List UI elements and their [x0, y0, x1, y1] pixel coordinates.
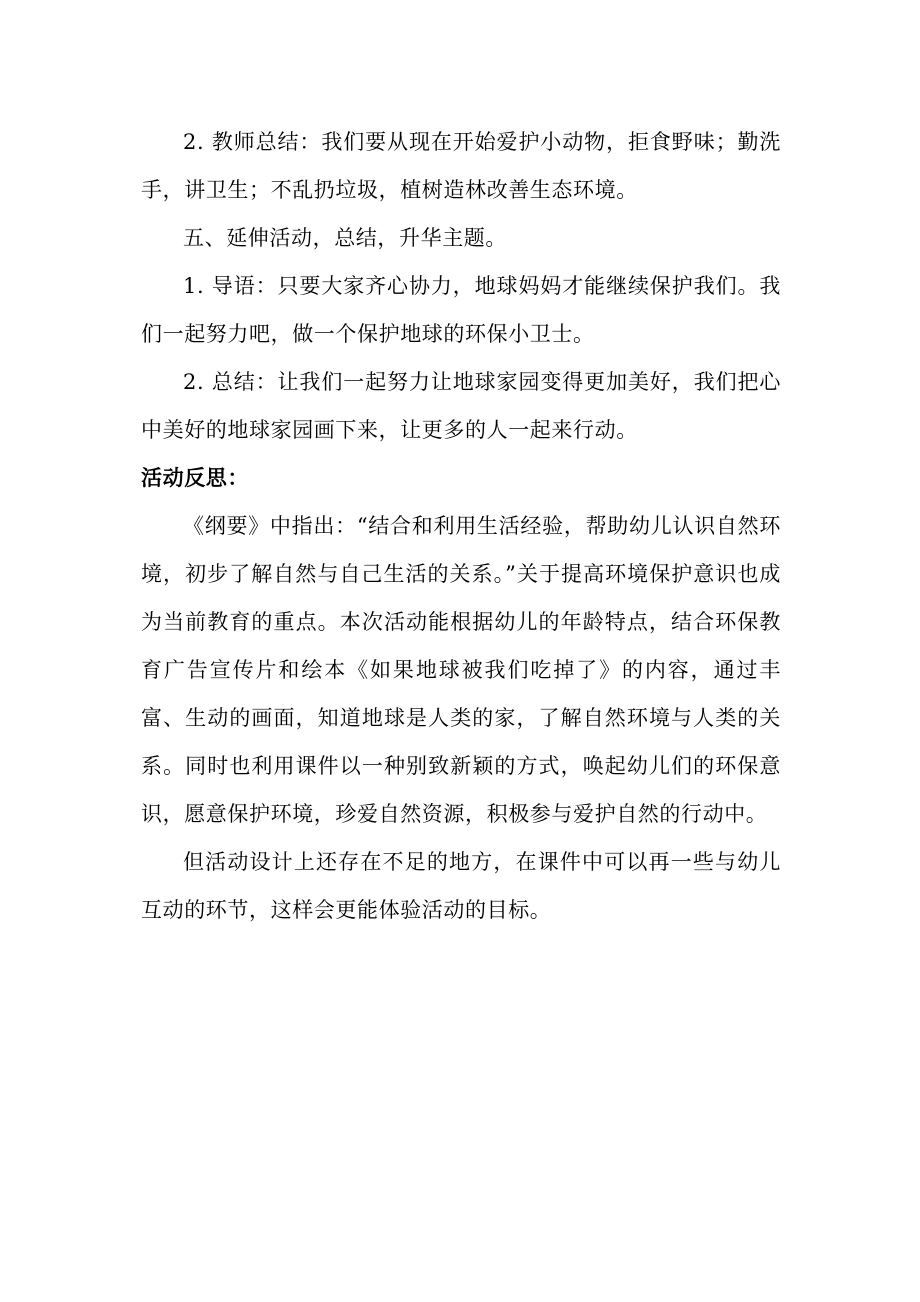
paragraph-teacher-summary: 2. 教师总结：我们要从现在开始爱护小动物，拒食野味；勤洗手，讲卫生；不乱扔垃圾，植树造林改善生态环境。	[141, 130, 781, 202]
reflection-heading: 活动反思：	[141, 466, 249, 490]
paragraph-summary: 2. 总结：让我们一起努力让地球家园变得更加美好，我们把心中美好的地球家园画下来，让更多的人一起来行动。	[141, 370, 781, 442]
document-body	[141, 118, 781, 934]
paragraph-reflection-main: 《纲要》中指出：“结合和利用生活经验，帮助幼儿认识自然环境，初步了解自然与自己生活的关系。”关于提高环境保护意识也成为当前教育的重点。本次活动能根据幼儿的年龄特点，结合环保教育广告宣传片和绘本《如果地球被我们吃掉了》的内容，通过丰富、生动的画面，知道地球是人类的家，了解自然环境与人类的关系。同时也利用课件以一种别致新颖的方式，唤起幼儿们的环保意识，愿意保护环境，珍爱自然资源，积极参与爱护自然的行动中。	[141, 514, 781, 826]
paragraph-guide-words: 1. 导语：只要大家齐心协力，地球妈妈才能继续保护我们。我们一起努力吧，做一个保护地球的环保小卫士。	[141, 274, 781, 346]
paragraph-reflection-shortcoming: 但活动设计上还存在不足的地方，在课件中可以再一些与幼儿互动的环节，这样会更能体验活动的目标。	[141, 850, 781, 922]
paragraph-section-five-title: 五、延伸活动，总结，升华主题。	[183, 226, 507, 250]
